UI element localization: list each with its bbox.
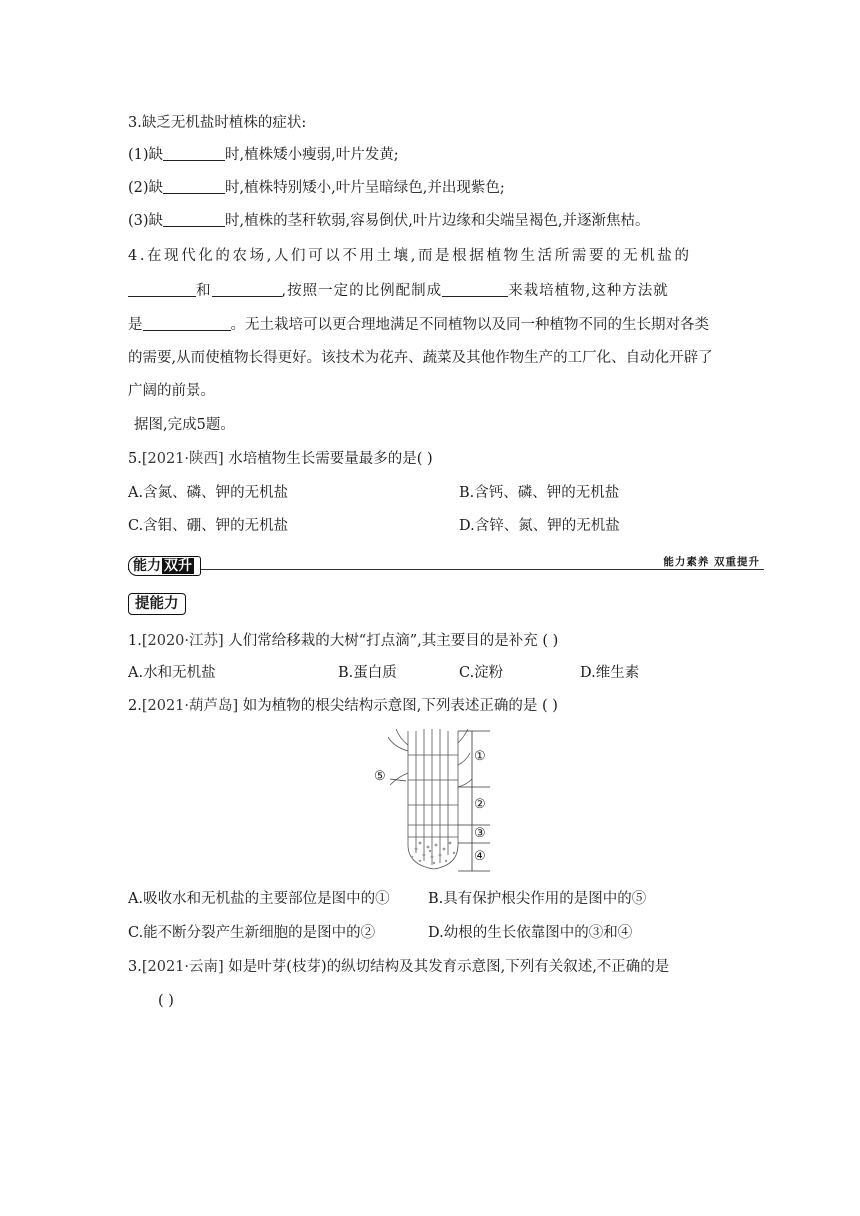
q4-line-2-a: 和 (196, 283, 212, 299)
q3-item-1-prefix: (1)缺 (128, 147, 164, 163)
answer-blank[interactable] (128, 280, 196, 297)
banner-tagline: 能力素养 双重提升 (663, 556, 760, 568)
banner-rule (128, 569, 764, 570)
p1-source: [2020·江苏] (141, 633, 224, 649)
q4-line-3-b: 。无土栽培可以更合理地满足不同植物以及同一种植物不同的生长期对各类 (230, 317, 709, 333)
p3-number: 3. (128, 959, 142, 975)
p2-option-b[interactable]: B.具有保护根尖作用的是图中的⑤ (428, 891, 647, 907)
answer-blank[interactable] (163, 177, 225, 194)
q5-option-c[interactable]: C.含钼、硼、钾的无机盐 (128, 518, 289, 534)
subheading: 提能力 (128, 593, 186, 615)
q3-item-1-suffix: 时,植株矮小瘦弱,叶片发黄; (225, 147, 399, 163)
p1-option-c[interactable]: C.淀粉 (459, 665, 504, 681)
q3-item-2-prefix: (2)缺 (128, 180, 164, 196)
banner-label-b: 双升 (164, 558, 192, 574)
answer-blank[interactable] (163, 144, 225, 161)
answer-blank[interactable] (442, 280, 508, 297)
p2-option-d[interactable]: D.幼根的生长依靠图中的③和④ (428, 925, 633, 941)
figure-label-1: ① (474, 749, 486, 764)
root-tip-diagram (360, 725, 500, 873)
q4-line-1: 4.在现代化的农场,人们可以不用土壤,而是根据植物生活所需要的无机盐的 (128, 248, 692, 264)
p1-stem (128, 630, 558, 652)
q3-item-2-suffix: 时,植株特别矮小,叶片呈暗绿色,并出现紫色; (225, 180, 505, 196)
figure-label-5: ⑤ (374, 769, 386, 784)
q4-line-3 (128, 314, 709, 336)
answer-blank[interactable] (163, 210, 225, 227)
q3-item-3 (128, 210, 649, 232)
q5-option-a[interactable]: A.含氮、磷、钾的无机盐 (128, 485, 289, 501)
q5-number: 5. (128, 451, 142, 467)
p2-text: 如为植物的根尖结构示意图,下列表述正确的是 ( ) (242, 698, 558, 714)
q5-source: [2021·陕西] (141, 451, 224, 467)
p3-source: [2021·云南] (141, 959, 224, 975)
q4-line-2-b: ,按照一定的比例配制成 (281, 283, 443, 299)
q4-line-2 (128, 280, 669, 302)
answer-blank[interactable] (143, 314, 231, 331)
p1-option-d[interactable]: D.维生素 (580, 665, 640, 681)
answer-blank[interactable] (212, 280, 282, 297)
q4-line-4: 的需要,从而使植物长得更好。该技术为花卉、蔬菜及其他作物生产的工厂化、自动化开辟了 (128, 350, 713, 366)
q4-line-2-c: 来栽培植物,这种方法就 (508, 283, 669, 299)
p2-source: [2021·葫芦岛] (141, 698, 239, 714)
q3-item-1 (128, 144, 399, 166)
section-banner (128, 554, 764, 576)
q3-item-3-prefix: (3)缺 (128, 213, 164, 229)
figure-label-2: ② (474, 797, 486, 812)
banner-ribbon (128, 556, 201, 576)
p3-stem (128, 956, 669, 978)
p1-option-b[interactable]: B.蛋白质 (338, 665, 397, 681)
p1-text: 人们常给移栽的大树“打点滴”,其主要目的是补充 ( ) (228, 633, 559, 649)
figure-label-4: ④ (474, 849, 486, 864)
q4-line-5: 广阔的前景。 (128, 383, 215, 399)
q3-title: 3.缺乏无机盐时植株的症状: (128, 115, 307, 131)
instruction: 据图,完成5题。 (134, 417, 235, 433)
q5-stem (128, 448, 433, 470)
p2-number: 2. (128, 698, 142, 714)
q3-item-3-suffix: 时,植株的茎秆软弱,容易倒伏,叶片边缘和尖端呈褐色,并逐渐焦枯。 (225, 213, 650, 229)
p2-option-a[interactable]: A.吸收水和无机盐的主要部位是图中的① (128, 891, 390, 907)
p2-stem (128, 695, 558, 717)
q3-item-2 (128, 177, 505, 199)
p3-text: 如是叶芽(枝芽)的纵切结构及其发育示意图,下列有关叙述,不正确的是 (228, 959, 670, 975)
q4-line-3-a: 是 (128, 317, 143, 333)
p1-number: 1. (128, 633, 142, 649)
banner-label-a: 能力 (133, 558, 161, 574)
p1-option-a[interactable]: A.水和无机盐 (128, 665, 216, 681)
p2-option-c[interactable]: C.能不断分裂产生新细胞的是图中的② (128, 925, 376, 941)
q5-option-d[interactable]: D.含锌、氮、钾的无机盐 (459, 518, 620, 534)
q5-option-b[interactable]: B.含钙、磷、钾的无机盐 (459, 485, 620, 501)
p3-paren: ( ) (158, 993, 174, 1009)
figure-label-3: ③ (474, 826, 486, 841)
q5-text: 水培植物生长需要量最多的是( ) (228, 451, 433, 467)
